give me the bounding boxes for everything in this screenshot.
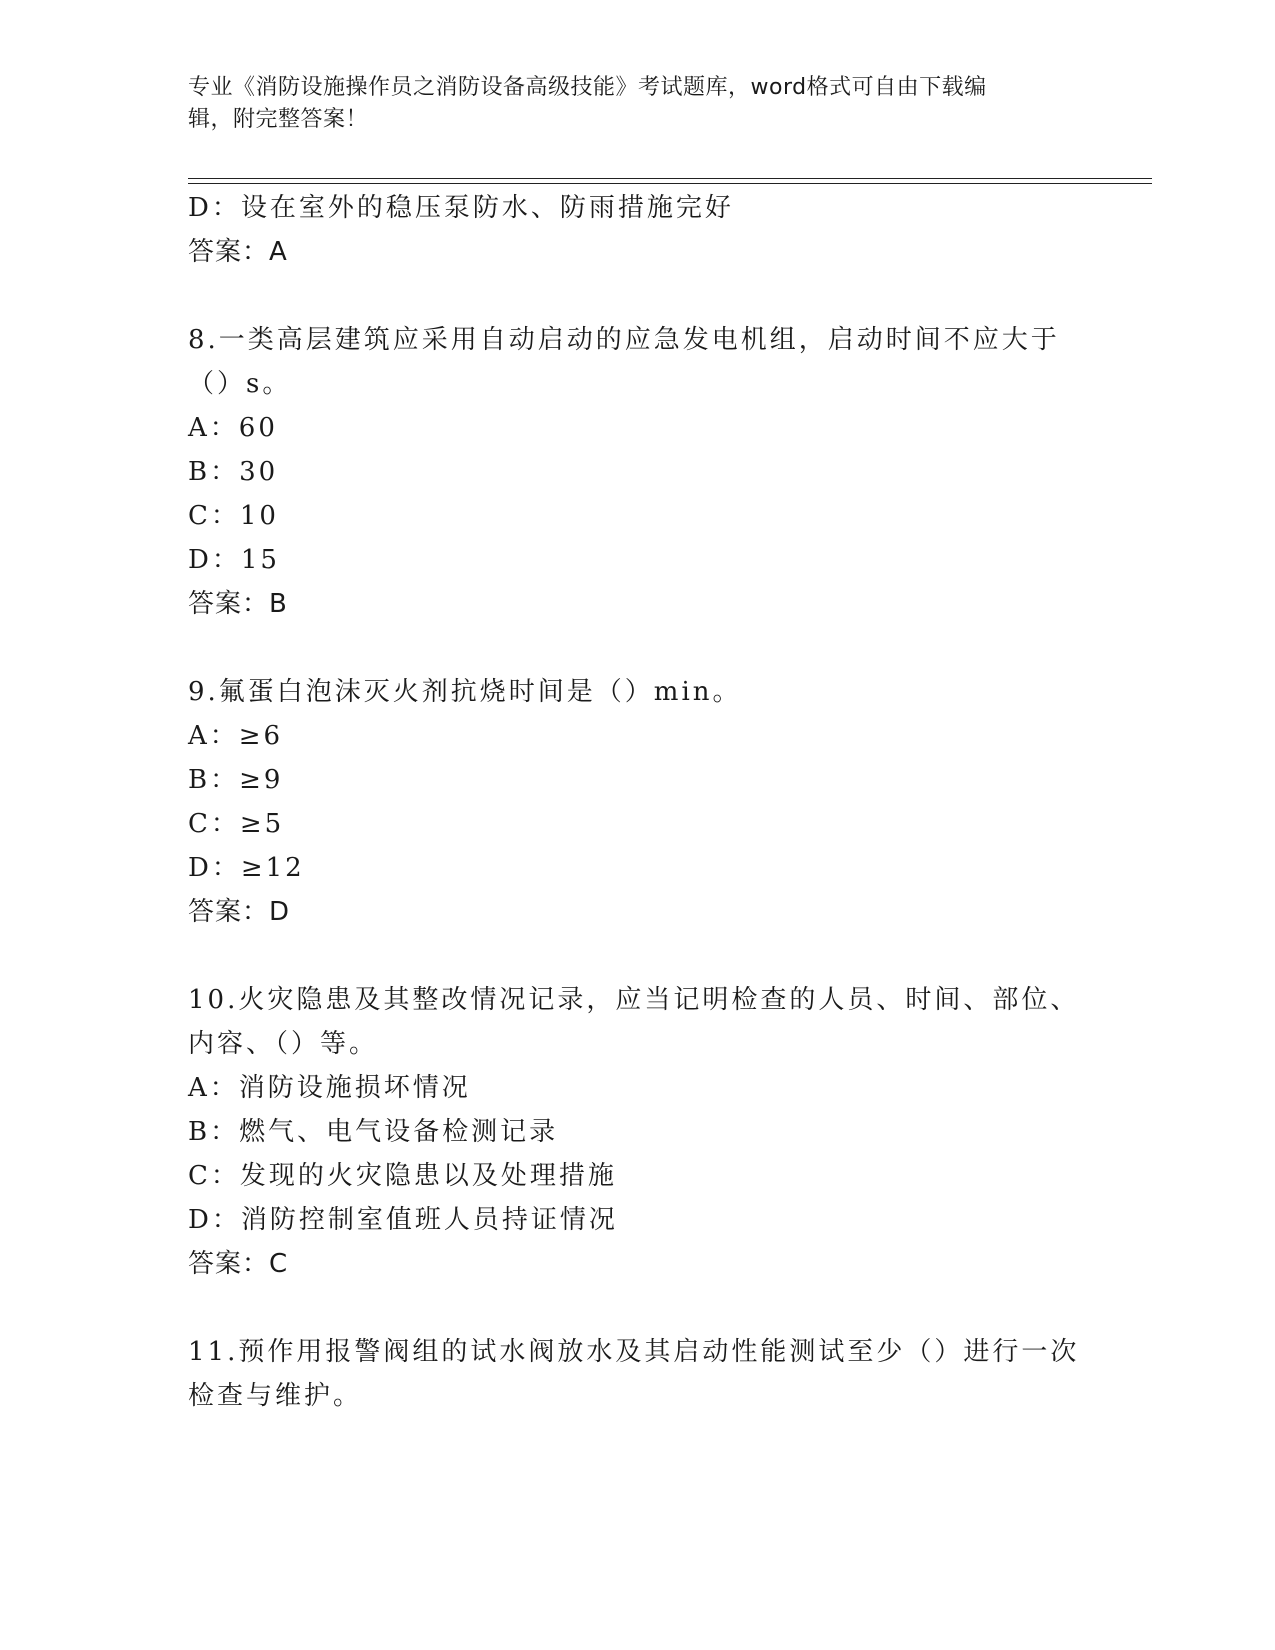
q9-option-d: D：≥12 [188, 853, 305, 883]
prev-answer: 答案：A [188, 237, 288, 267]
q10-option-b: B：燃气、电气设备检测记录 [188, 1117, 559, 1147]
q11-stem-line-1: 11.预作用报警阀组的试水阀放水及其启动性能测试至少（）进行一次 [188, 1337, 1080, 1367]
q8-stem-line-2: （）s。 [188, 369, 292, 399]
prev-option-d: D：设在室外的稳压泵防水、防雨措施完好 [188, 193, 734, 223]
q10-option-d: D：消防控制室值班人员持证情况 [188, 1205, 618, 1235]
q9-answer: 答案：D [188, 897, 291, 927]
q8-answer: 答案：B [188, 589, 288, 619]
q8-option-c: C：10 [188, 501, 279, 531]
q8-option-b: B：30 [188, 457, 279, 487]
q9-option-a: A：≥6 [188, 721, 284, 751]
header-rule-top [188, 178, 1152, 179]
q11-stem-line-2: 检查与维护。 [188, 1381, 363, 1411]
q10-answer: 答案：C [188, 1249, 289, 1279]
q10-stem-line-2: 内容、（）等。 [188, 1029, 379, 1059]
q8-option-a: A：60 [188, 413, 278, 443]
q8-stem-line-1: 8.一类高层建筑应采用自动启动的应急发电机组，启动时间不应大于 [188, 325, 1060, 355]
header-rule-bottom [188, 183, 1152, 184]
q9-option-c: C：≥5 [188, 809, 285, 839]
q9-option-b: B：≥9 [188, 765, 284, 795]
q8-option-d: D：15 [188, 545, 280, 575]
q10-stem-line-1: 10.火灾隐患及其整改情况记录，应当记明检查的人员、时间、部位、 [188, 985, 1080, 1015]
q10-option-a: A：消防设施损坏情况 [188, 1073, 471, 1103]
document-header [188, 72, 1068, 136]
header-line-1: 专业《消防设施操作员之消防设备高级技能》考试题库，word格式可自由下载编 [188, 75, 987, 100]
q9-stem-line-1: 9.氟蛋白泡沫灭火剂抗烧时间是（）min。 [188, 677, 742, 707]
q10-option-c: C：发现的火灾隐患以及处理措施 [188, 1161, 617, 1191]
header-line-2: 辑，附完整答案！ [188, 107, 369, 132]
